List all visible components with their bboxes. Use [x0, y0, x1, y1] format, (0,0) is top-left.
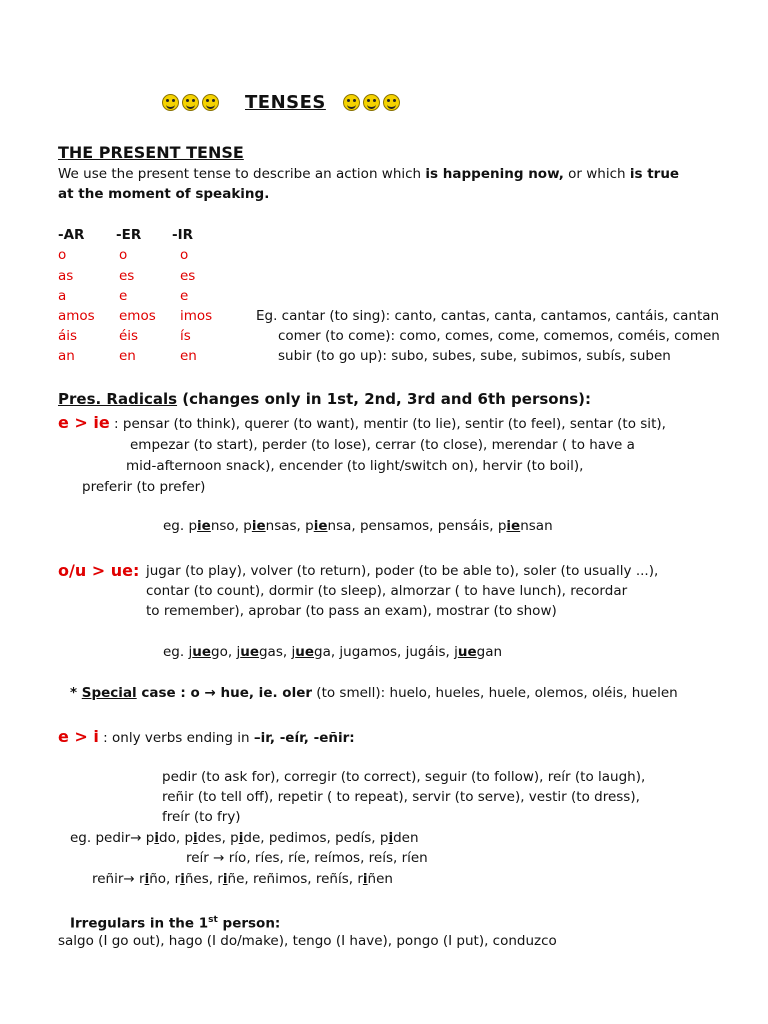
example-text: p: [184, 830, 194, 846]
example-text: p: [141, 830, 155, 846]
example-text: p: [497, 518, 507, 534]
arrow-icon: →: [204, 685, 216, 701]
stem-change: i: [144, 871, 150, 887]
intro-bold: is true: [629, 166, 680, 182]
example-text: p: [243, 518, 252, 534]
intro-text: We use the present tense to describe an action which: [58, 166, 426, 182]
e-i-line: pedir (to ask for), corregir (to correct), seguir (to follow), reír (to laugh),: [162, 769, 646, 785]
example-text: nsan: [520, 518, 553, 534]
ending-ar-3: amos: [58, 308, 95, 324]
stem-change: i: [180, 871, 185, 887]
irregulars-line: salgo (I go out), hago (I do/make), tengo (I have), pongo (I put), conduzco: [58, 933, 557, 949]
stem-change: ie: [313, 518, 328, 534]
e-i-line: freír (to fry): [162, 809, 241, 825]
example-text: ga, jugamos, jugáis,: [314, 644, 455, 660]
ending-ir-5: en: [180, 348, 197, 364]
example-text: r: [217, 871, 223, 887]
e-i-row: [58, 727, 355, 747]
page-title: TENSES: [245, 92, 326, 113]
example-text: p: [230, 830, 239, 846]
e-i-endings: –ir, -eír, -eñir:: [253, 730, 355, 746]
separator: :: [109, 416, 123, 432]
smiley-icon: [162, 94, 179, 111]
e-i-label: e > i: [58, 727, 99, 746]
example-prefix: reñir: [92, 871, 124, 887]
ending-ir-0: o: [180, 247, 189, 263]
e-i-example-pedir: [70, 829, 419, 847]
e-i-example-renir: [92, 870, 393, 888]
ending-ir-3: imos: [180, 308, 213, 324]
e-ie-line: pensar (to think), querer (to want), mentir (to lie), sentir (to feel), sentar (to sit),: [122, 416, 666, 432]
example-text: ñen: [367, 871, 393, 887]
example-text: j: [291, 644, 296, 660]
e-i-example-reir: reír → río, ríes, ríe, reímos, reís, ríen: [186, 850, 428, 866]
example-text: j: [236, 644, 241, 660]
example-prefix: eg. pedir: [70, 830, 131, 846]
e-i-line: reñir (to tell off), repetir ( to repeat), servir (to serve), vestir (to dress),: [162, 789, 640, 805]
present-heading: THE PRESENT TENSE: [58, 143, 244, 162]
ending-er-3: emos: [119, 308, 156, 324]
smiley-icon: [202, 94, 219, 111]
ending-er-5: en: [119, 348, 136, 364]
present-intro-line2: at the moment of speaking.: [58, 186, 270, 202]
stem-change: i: [193, 830, 198, 846]
example-text: r: [134, 871, 145, 887]
example-text: den: [393, 830, 419, 846]
stem-change: ue: [240, 644, 259, 660]
o-ue-line: jugar (to play), volver (to return), poder (to be able to), soler (to usually ...),: [146, 563, 659, 579]
arrow-icon: →: [123, 871, 135, 887]
example-prefix: eg.: [163, 644, 189, 660]
ending-ar-5: an: [58, 348, 75, 364]
example-text: p: [188, 518, 198, 534]
smiley-icon: [383, 94, 400, 111]
example-text: ño,: [149, 871, 175, 887]
stem-change: i: [362, 871, 368, 887]
o-ue-example: [163, 643, 502, 661]
example-text: nsas,: [265, 518, 306, 534]
example-text: gas,: [258, 644, 292, 660]
o-ue-label: o/u > ue:: [58, 561, 140, 580]
stem-change: i: [388, 830, 394, 846]
example-prefix: eg.: [163, 518, 189, 534]
stem-change: i: [222, 871, 228, 887]
intro-text: or which: [563, 166, 630, 182]
stem-change: ie: [506, 518, 521, 534]
ending-ar-1: as: [58, 268, 74, 284]
ending-header-ar: -AR: [58, 227, 85, 243]
example-text: j: [188, 644, 193, 660]
e-i-text: only verbs ending in: [112, 730, 254, 746]
smiley-icon: [363, 94, 380, 111]
special-star: *: [70, 685, 82, 701]
o-ue-line: contar (to count), dormir (to sleep), almorzar ( to have lunch), recordar: [146, 583, 628, 599]
example-subir: subir (to go up): subo, subes, sube, subimos, subís, suben: [278, 348, 671, 364]
e-ie-example: [163, 517, 553, 535]
radicals-heading-main: Pres. Radicals: [58, 390, 178, 408]
e-ie-line: mid-afternoon snack), encender (to light/switch on), hervir (to boil),: [126, 458, 584, 474]
special-case: [70, 684, 678, 702]
example-comer: comer (to come): como, comes, come, comemos, coméis, comen: [278, 328, 720, 344]
example-text: r: [174, 871, 181, 887]
e-ie-row: [58, 413, 666, 433]
stem-change: ue: [457, 644, 477, 660]
ending-ar-4: áis: [58, 328, 78, 344]
example-text: ñes,: [184, 871, 218, 887]
example-text: p: [379, 830, 389, 846]
e-ie-label: e > ie: [58, 413, 110, 432]
example-text: nsa, pensamos, pensáis,: [327, 518, 498, 534]
ending-ar-2: a: [58, 288, 67, 304]
ending-ir-2: e: [180, 288, 189, 304]
ending-ir-4: ís: [180, 328, 191, 344]
example-text: do,: [159, 830, 185, 846]
stem-change: ie: [251, 518, 266, 534]
radicals-heading-rest: (changes only in 1st, 2nd, 3rd and 6th persons):: [177, 390, 592, 408]
title-smileys-right: [343, 92, 403, 111]
o-ue-row: [58, 561, 139, 580]
ending-header-er: -ER: [116, 227, 142, 243]
present-intro-line1: [58, 165, 679, 183]
ending-er-2: e: [119, 288, 128, 304]
irregulars-heading-text: Irregulars in the 1: [70, 915, 209, 932]
e-ie-line: empezar (to start), perder (to lose), cerrar (to close), merendar ( to have a: [130, 437, 635, 453]
example-text: r: [357, 871, 363, 887]
example-text: gan: [476, 644, 503, 660]
special-text: case : o: [136, 685, 205, 701]
radicals-heading: [58, 390, 591, 408]
stem-change: ie: [197, 518, 211, 534]
irregulars-heading: [70, 911, 280, 933]
smiley-icon: [343, 94, 360, 111]
stem-change: i: [238, 830, 244, 846]
e-ie-line: preferir (to prefer): [82, 479, 206, 495]
irregulars-heading-sup: st: [208, 915, 218, 925]
o-ue-line: to remember), aprobar (to pass an exam), mostrar (to show): [146, 603, 557, 619]
example-text: p: [305, 518, 314, 534]
separator: :: [98, 730, 113, 746]
stem-change: ue: [295, 644, 314, 660]
stem-change: ue: [192, 644, 212, 660]
example-text: go,: [211, 644, 237, 660]
ending-er-4: éis: [119, 328, 139, 344]
special-text: (to smell): huelo, hueles, huele, olemos, oléis, huelen: [312, 685, 678, 701]
ending-er-0: o: [119, 247, 128, 263]
ending-ar-0: o: [58, 247, 67, 263]
example-text: des,: [197, 830, 231, 846]
example-text: de, pedimos, pedís,: [243, 830, 380, 846]
special-text: hue, ie. oler: [215, 685, 313, 701]
example-text: ñe, reñimos, reñís,: [227, 871, 358, 887]
example-text: nso,: [210, 518, 244, 534]
intro-bold: is happening now,: [425, 166, 564, 182]
title-row: [162, 92, 222, 111]
example-text: j: [454, 644, 458, 660]
ending-header-ir: -IR: [172, 227, 194, 243]
stem-change: i: [154, 830, 160, 846]
smiley-icon: [182, 94, 199, 111]
special-label: Special: [81, 685, 137, 701]
arrow-icon: →: [130, 830, 142, 846]
ending-ir-1: es: [180, 268, 196, 284]
example-cantar: Eg. cantar (to sing): canto, cantas, canta, cantamos, cantáis, cantan: [256, 308, 720, 324]
ending-er-1: es: [119, 268, 135, 284]
irregulars-heading-text: person:: [217, 915, 281, 932]
